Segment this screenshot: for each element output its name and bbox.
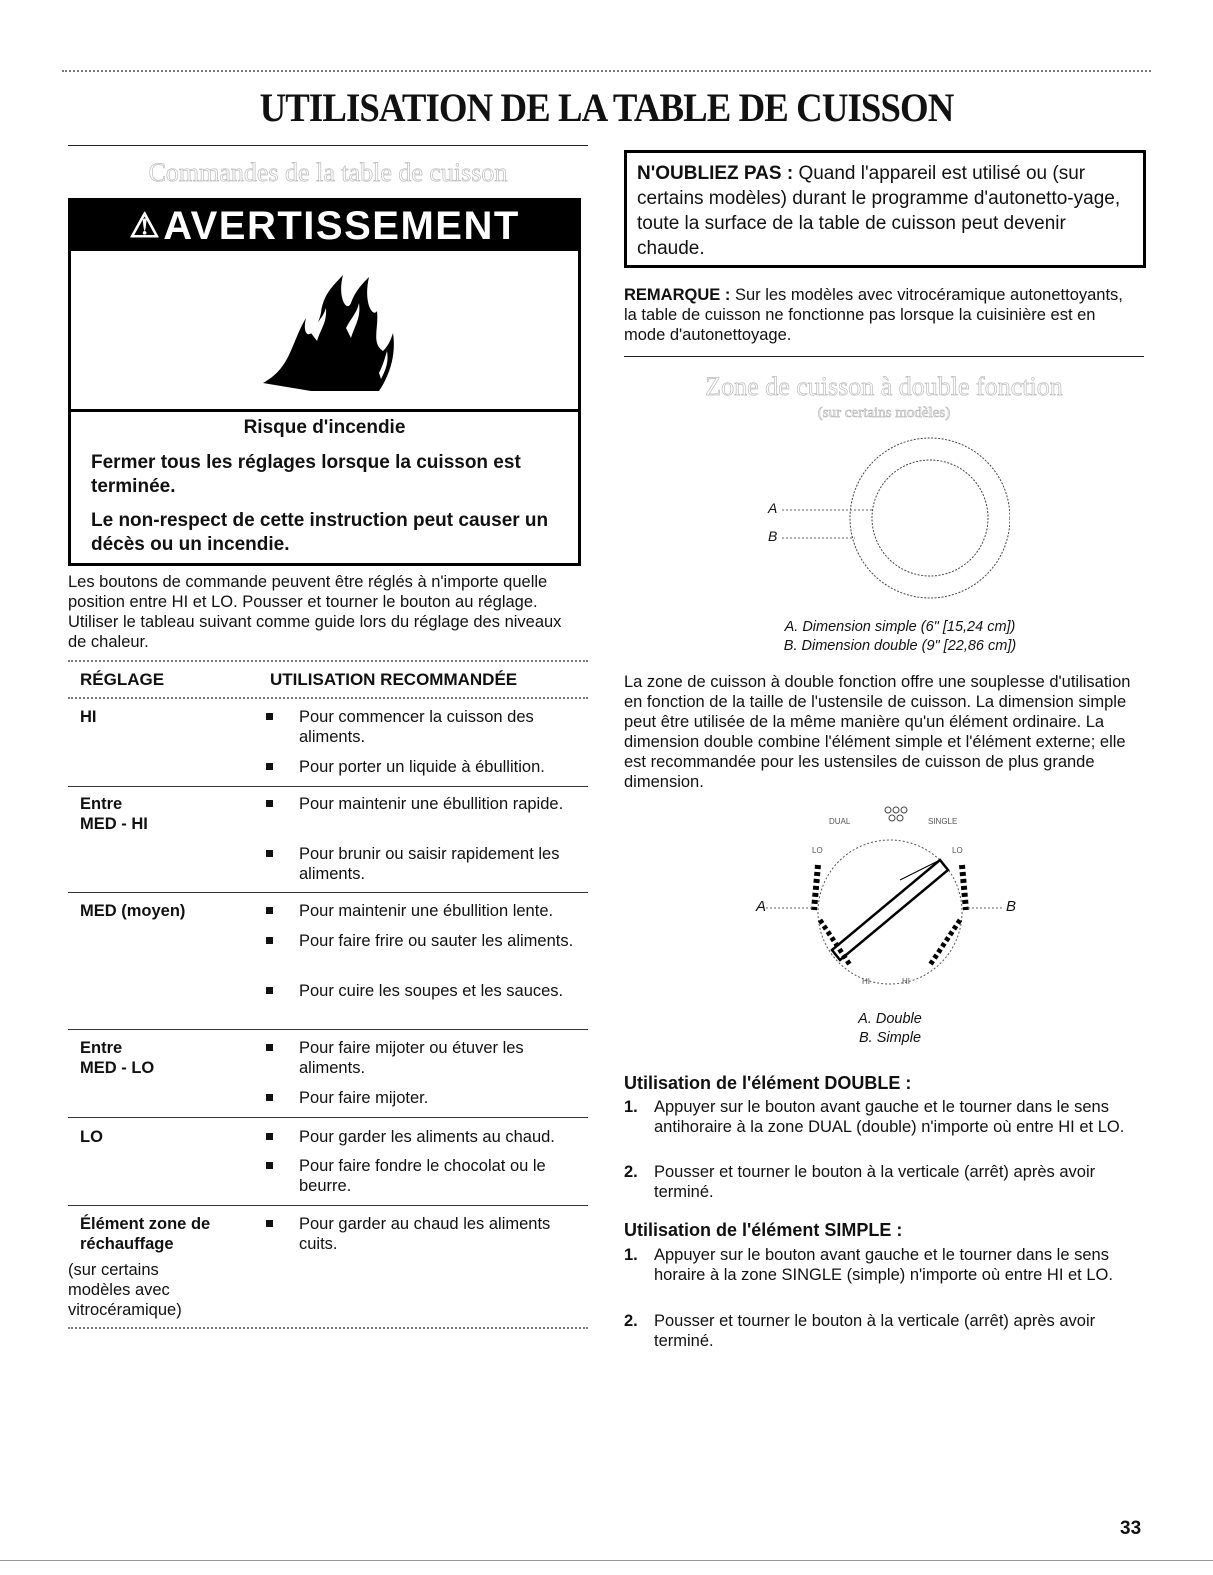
fig2-caption-a: A. Double — [858, 1011, 922, 1027]
knob-lo-left-label: LO — [812, 846, 823, 855]
bullet-icon — [266, 713, 273, 720]
reminder-box — [624, 150, 1146, 268]
fig1-caption-a: A. Dimension simple (6" [15,24 cm]) — [784, 619, 1016, 635]
table-row-setting: HI — [80, 708, 97, 726]
fig1-label-a: A — [768, 500, 778, 516]
table-row-setting-note: (sur certains modèles avec vitrocéramique) — [68, 1261, 182, 1319]
top-dotted-rule — [62, 70, 1151, 72]
knob-lo-right-label: LO — [952, 846, 963, 855]
bullet-icon — [266, 1094, 273, 1101]
warning-line-2: Le non-respect de cette instruction peut causer un décès ou un incendie. — [91, 510, 549, 555]
warning-separator — [71, 409, 578, 412]
bullet-icon — [266, 1162, 273, 1169]
dual-zone-paragraph: La zone de cuisson à double fonction offre une souplesse d'utilisation en fonction de la taille de l'ustensile de cuisson. La dimension simple peut être utilisée de la même manière qu'un élément ordinaire. La dimension double combine l'élément simple et l'élément externe; elle est recommandée pour les ustensiles de cuisson de plus grande dimension. — [624, 673, 1131, 791]
left-top-rule — [68, 145, 588, 146]
warning-line-1: Fermer tous les réglages lorsque la cuisson est terminée. — [91, 452, 521, 497]
warning-header — [71, 201, 578, 251]
bullet-icon — [266, 1220, 273, 1227]
left-section-heading: Commandes de la table de cuisson — [148, 158, 508, 187]
fig1-label-b: B — [768, 528, 778, 544]
row-divider — [68, 1029, 588, 1030]
row-divider — [68, 892, 588, 893]
note-paragraph — [624, 285, 1124, 345]
warning-triangle-icon: ⚠ — [129, 207, 162, 245]
reminder-label: N'OUBLIEZ PAS : — [637, 163, 794, 184]
fig2-caption-b: B. Simple — [858, 1030, 922, 1046]
right-section-rule — [624, 356, 1144, 357]
table-row-setting: LO — [80, 1128, 103, 1146]
dual-element-diagram — [760, 424, 1010, 624]
bullet-icon — [266, 937, 273, 944]
fig2-label-a: A — [756, 898, 767, 915]
warning-title: AVERTISSEMENT — [163, 203, 520, 248]
page-number: 33 — [1120, 1518, 1142, 1539]
table-header-use: UTILISATION RECOMMANDÉE — [270, 670, 518, 689]
table-top-dotted — [68, 660, 588, 662]
fig2-label-b: B — [1006, 898, 1017, 915]
bullet-icon — [266, 850, 273, 857]
bullet-icon — [266, 800, 273, 807]
bottom-rule — [0, 1560, 1213, 1561]
table-bottom-dotted — [68, 1327, 588, 1329]
table-row-setting: Élément zone de réchauffage — [80, 1215, 211, 1253]
risk-heading: Risque d'incendie — [243, 417, 406, 438]
reminder-text: Quand l'appareil est utilisé ou (sur certains modèles) durant le programme d'autonetto-yage, toute la surface de la table de cuisson peut devenir chaude. — [637, 163, 1121, 259]
right-section-heading: Zone de cuisson à double fonction — [705, 372, 1063, 401]
table-row-setting: MED (moyen) — [80, 902, 186, 920]
fire-icon — [251, 273, 411, 393]
table-row-setting: Entre MED - HI — [80, 795, 148, 833]
knob-dual-label: DUAL — [829, 817, 851, 826]
note-text: Sur les modèles avec vitrocéramique autonettoyants, la table de cuisson ne fonctionne pas lorsque la cuisinière est en mode d'autonettoyage. — [624, 286, 1123, 344]
page-title: UTILISATION DE LA TABLE DE CUISSON — [259, 85, 954, 130]
intro-paragraph: Les boutons de commande peuvent être réglés à n'importe quelle position entre HI et LO. Pousser et tourner le bouton au réglage. Utiliser le tableau suivant comme guide lors du réglage des niveaux de chaleur. — [68, 573, 562, 651]
double-heading: Utilisation de l'élément DOUBLE : — [624, 1073, 912, 1093]
row-divider — [68, 1205, 588, 1206]
row-divider — [68, 786, 588, 787]
bullet-icon — [266, 1044, 273, 1051]
table-row-setting: Entre MED - LO — [80, 1039, 155, 1077]
knob-diagram — [740, 800, 1040, 1000]
knob-hi-right-label: HI — [902, 977, 910, 986]
bullet-icon — [266, 763, 273, 770]
right-section-subheading: (sur certains modèles) — [817, 405, 951, 421]
bullet-icon — [266, 1133, 273, 1140]
table-header-dotted — [68, 697, 588, 699]
row-divider — [68, 1117, 588, 1118]
table-header-setting: RÉGLAGE — [80, 670, 165, 689]
fig1-caption-b: B. Dimension double (9" [22,86 cm]) — [783, 638, 1017, 654]
warning-box — [68, 198, 581, 566]
simple-heading: Utilisation de l'élément SIMPLE : — [624, 1220, 903, 1240]
knob-single-label: SINGLE — [928, 817, 958, 826]
bullet-icon — [266, 907, 273, 914]
bullet-icon — [266, 987, 273, 994]
note-label: REMARQUE : — [624, 286, 731, 304]
knob-hi-left-label: HI — [862, 977, 870, 986]
